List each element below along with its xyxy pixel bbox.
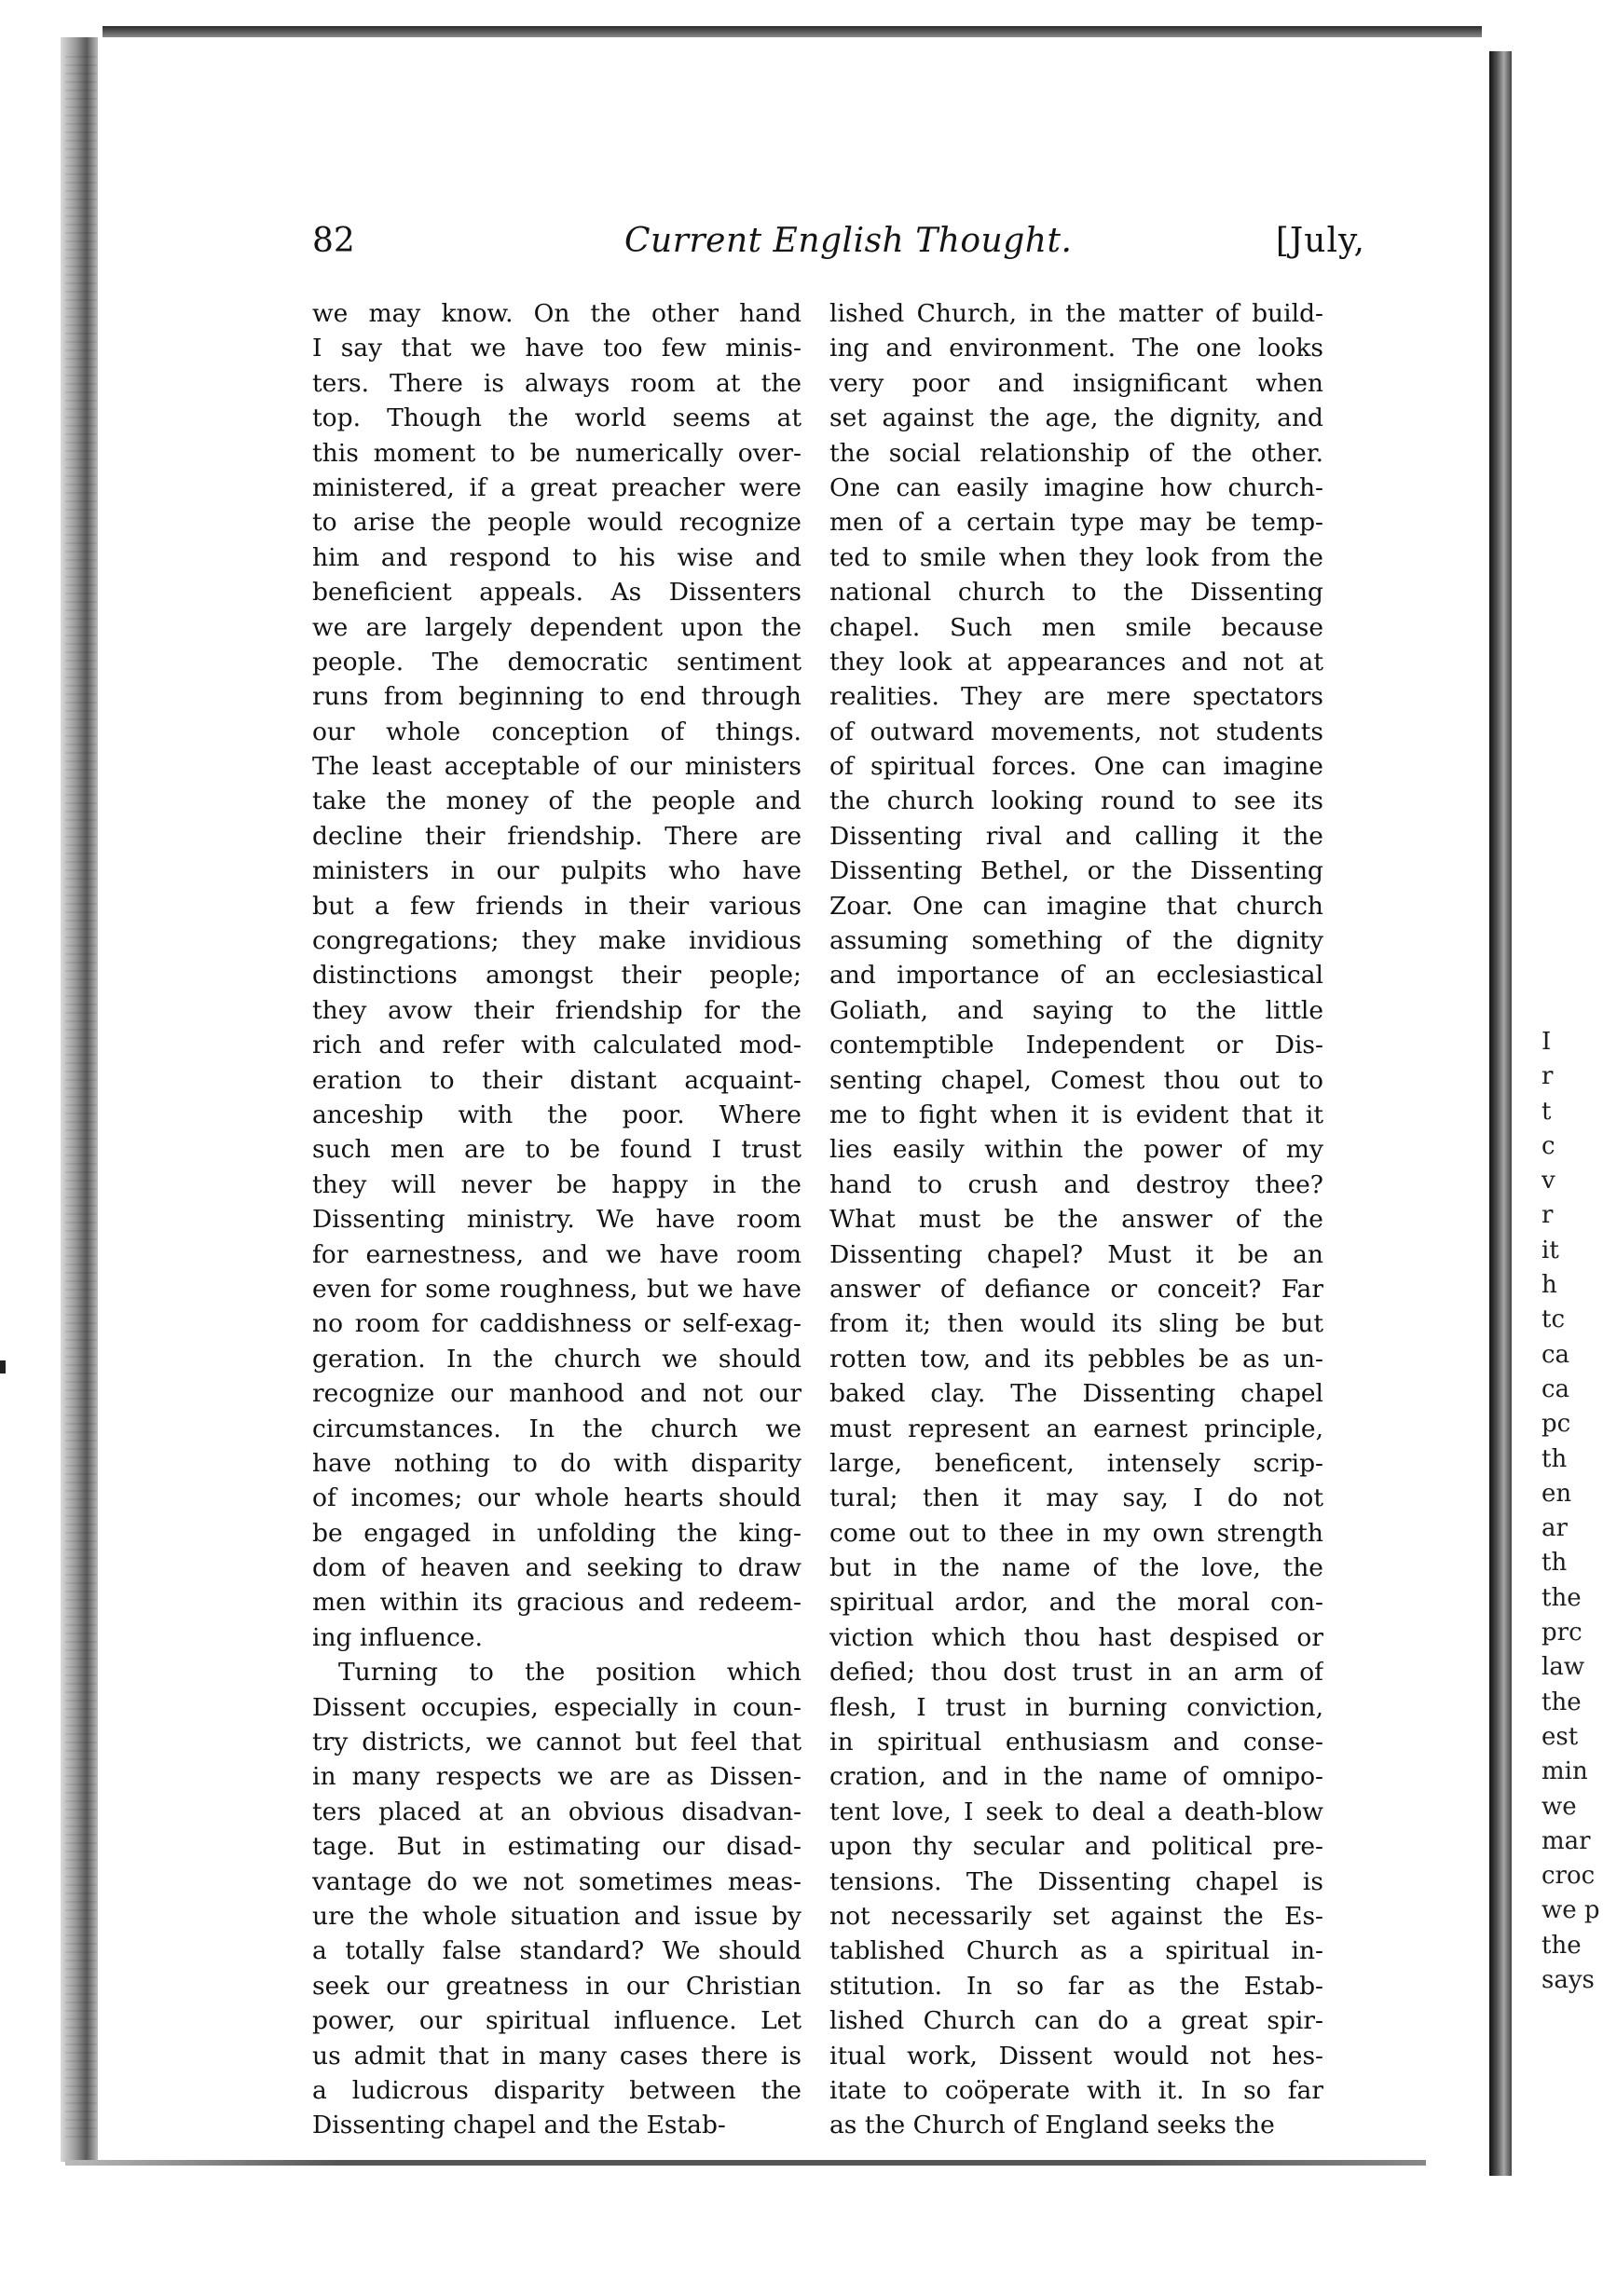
text-line: The least acceptable of our ministers <box>312 752 802 782</box>
text-line: tablished Church as a spiritual in- <box>829 1936 1323 1966</box>
text-line: people. The democratic sentiment <box>312 647 802 676</box>
text-line: the social relationship of the other. <box>829 438 1323 468</box>
scan-top-border <box>103 26 1482 37</box>
text-line: as the Church of England seeks the <box>829 2111 1275 2140</box>
right-text-column <box>829 296 1323 2143</box>
text-line: runs from beginning to end through <box>312 682 802 712</box>
text-line: hand to crush and destroy thee? <box>829 1169 1323 1199</box>
text-line: but a few friends in their various <box>312 891 802 921</box>
text-line: senting chapel, Comest thou out to <box>829 1065 1323 1095</box>
text-line: a ludicrous disparity between the <box>312 2075 802 2105</box>
text-line: contemptible Independent or Dis- <box>829 1031 1323 1060</box>
text-line: baked clay. The Dissenting chapel <box>829 1379 1323 1409</box>
facing-page-fragment: pc <box>1541 1410 1571 1439</box>
text-line: upon thy secular and political pre- <box>829 1832 1323 1862</box>
text-line: decline their friendship. There are <box>312 821 802 851</box>
text-line: rotten tow, and its pebbles be as un- <box>829 1344 1323 1374</box>
text-line: him and respond to his wise and <box>312 542 802 572</box>
text-line: come out to thee in my own strength <box>829 1518 1323 1548</box>
facing-page-fragment: tc <box>1541 1305 1566 1334</box>
facing-page-fragment: the <box>1541 1931 1582 1960</box>
text-line: anceship with the poor. Where <box>312 1100 802 1129</box>
text-line: for earnestness, and we have room <box>312 1239 802 1269</box>
text-line: we are largely dependent upon the <box>312 612 802 642</box>
text-line: cration, and in the name of omnipo- <box>829 1762 1323 1792</box>
text-line: us admit that in many cases there is <box>312 2041 802 2070</box>
text-line: stitution. In so far as the Estab- <box>829 1971 1323 2001</box>
text-line: not necessarily set against the Es- <box>829 1901 1323 1931</box>
text-line: itate to coöperate with it. In so far <box>829 2075 1323 2105</box>
text-line: spiritual ardor, and the moral con- <box>829 1588 1323 1618</box>
text-line: from it; then would its sling be but <box>829 1309 1323 1339</box>
facing-page-fragment: mar <box>1541 1826 1591 1855</box>
text-line: power, our spiritual influence. Let <box>312 2006 802 2036</box>
facing-page-fragment: t <box>1541 1097 1552 1126</box>
text-line: ure the whole situation and issue by <box>312 1901 802 1931</box>
facing-page-fragment: min <box>1541 1757 1588 1786</box>
text-line: dom of heaven and seeking to draw <box>312 1553 802 1583</box>
left-text-column <box>312 296 802 2143</box>
facing-page-fragment: v <box>1541 1167 1555 1196</box>
facing-page-fragment: we <box>1541 1792 1577 1821</box>
text-line: realities. They are mere spectators <box>829 682 1323 712</box>
facing-page-fragment: I <box>1541 1028 1552 1056</box>
facing-page-fragment: croc <box>1541 1862 1596 1891</box>
text-line: Dissent occupies, especially in coun- <box>312 1692 802 1722</box>
text-line: in spiritual enthusiasm and conse- <box>829 1728 1323 1757</box>
text-line: try districts, we cannot but feel that <box>312 1728 802 1757</box>
facing-page-fragment: c <box>1541 1131 1555 1160</box>
text-line: they avow their friendship for the <box>312 995 802 1025</box>
text-line: ters placed at an obvious disadvan- <box>312 1797 802 1826</box>
running-head <box>312 222 1365 268</box>
facing-page-fragment: r <box>1541 1062 1554 1091</box>
text-line: Goliath, and saying to the little <box>829 995 1323 1025</box>
text-line: men of a certain type may be temp- <box>829 508 1323 538</box>
text-line: itual work, Dissent would not hes- <box>829 2041 1323 2070</box>
book-spine-shadow <box>1489 51 1512 2176</box>
text-line: very poor and insignificant when <box>829 368 1323 398</box>
facing-page-fragment: h <box>1541 1271 1557 1300</box>
text-line: set against the age, the dignity, and <box>829 403 1323 433</box>
bottom-page-edge <box>65 2160 1426 2166</box>
text-line: assuming something of the dignity <box>829 926 1323 956</box>
facing-page-fragment: ar <box>1541 1514 1568 1543</box>
text-line: answer of defiance or conceit? Far <box>829 1274 1323 1304</box>
text-line: me to fight when it is evident that it <box>829 1100 1323 1129</box>
text-line: I say that we have too few minis- <box>312 334 802 363</box>
facing-page-fragment: th <box>1541 1549 1568 1578</box>
text-line: ters. There is always room at the <box>312 368 802 398</box>
text-line: have nothing to do with disparity <box>312 1448 802 1478</box>
text-line: lished Church, in the matter of build- <box>829 299 1323 328</box>
facing-page-fragment: ca <box>1541 1340 1570 1369</box>
text-line: a totally false standard? We should <box>312 1936 802 1966</box>
text-line: national church to the Dissenting <box>829 578 1323 608</box>
text-line: rich and refer with calculated mod- <box>312 1031 802 1060</box>
text-line: but in the name of the love, the <box>829 1553 1323 1583</box>
text-line: ministers in our pulpits who have <box>312 856 802 886</box>
text-line: geration. In the church we should <box>312 1344 802 1374</box>
text-line: tural; then it may say, I do not <box>829 1483 1323 1513</box>
facing-page-fragment: we p <box>1541 1896 1600 1925</box>
text-line: recognize our manhood and not our <box>312 1379 802 1409</box>
text-line: this moment to be numerically over- <box>312 438 802 468</box>
text-line: lies easily within the power of my <box>829 1135 1323 1165</box>
text-line: tent love, I seek to deal a death-blow <box>829 1797 1323 1826</box>
text-line: the church looking round to see its <box>829 786 1323 816</box>
facing-page-fragment: the <box>1541 1583 1582 1612</box>
facing-page-fragment: en <box>1541 1479 1572 1508</box>
facing-page-fragment: the <box>1541 1688 1582 1716</box>
text-line: ing influence. <box>312 1622 483 1652</box>
text-line: Zoar. One can imagine that church <box>829 891 1323 921</box>
text-line: One can easily imagine how church- <box>829 472 1323 502</box>
text-line: and importance of an ecclesiastical <box>829 961 1323 991</box>
text-line: eration to their distant acquaint- <box>312 1065 802 1095</box>
text-line: chapel. Such men smile because <box>829 612 1323 642</box>
text-line: Dissenting chapel and the Estab- <box>312 2111 726 2140</box>
text-line: Turning to the position which <box>338 1658 802 1688</box>
running-date: [July, <box>1275 222 1365 260</box>
text-line: men within its gracious and redeem- <box>312 1588 802 1618</box>
text-line: defied; thou dost trust in an arm of <box>829 1658 1323 1688</box>
text-line: lished Church can do a great spir- <box>829 2006 1323 2036</box>
text-line: flesh, I trust in burning conviction, <box>829 1692 1323 1722</box>
page-number: 82 <box>312 222 355 260</box>
text-line: they look at appearances and not at <box>829 647 1323 676</box>
left-page-edge-texture <box>65 56 97 2143</box>
text-line: they will never be happy in the <box>312 1169 802 1199</box>
text-line: viction which thou hast despised or <box>829 1622 1323 1652</box>
facing-page-fragment: est <box>1541 1722 1579 1751</box>
text-line: seek our greatness in our Christian <box>312 1971 802 2001</box>
text-line: beneficient appeals. As Dissenters <box>312 578 802 608</box>
text-line: of incomes; our whole hearts should <box>312 1483 802 1513</box>
text-line: even for some roughness, but we have <box>312 1274 802 1304</box>
text-line: Dissenting Bethel, or the Dissenting <box>829 856 1323 886</box>
text-line: What must be the answer of the <box>829 1205 1323 1235</box>
text-line: vantage do we not sometimes meas- <box>312 1866 802 1896</box>
facing-page-fragment: th <box>1541 1444 1568 1473</box>
text-line: we may know. On the other hand <box>312 299 802 328</box>
text-line: large, beneficent, intensely scrip- <box>829 1448 1323 1478</box>
text-line: in many respects we are as Dissen- <box>312 1762 802 1792</box>
facing-page-fragment: ca <box>1541 1374 1570 1403</box>
facing-page-text-fragments <box>1541 1025 1603 1998</box>
text-line: must represent an earnest principle, <box>829 1414 1323 1443</box>
text-line: congregations; they make invidious <box>312 926 802 956</box>
text-line: distinctions amongst their people; <box>312 961 802 991</box>
text-line: our whole conception of things. <box>312 717 802 746</box>
text-line: ing and environment. The one looks <box>829 334 1323 363</box>
text-line: tensions. The Dissenting chapel is <box>829 1866 1323 1896</box>
facing-page-fragment: prc <box>1541 1619 1582 1647</box>
text-line: ministered, if a great preacher were <box>312 472 802 502</box>
text-line: Dissenting ministry. We have room <box>312 1205 802 1235</box>
text-line: be engaged in unfolding the king- <box>312 1518 802 1548</box>
text-line: no room for caddishness or self-exag- <box>312 1309 802 1339</box>
running-title: Current English Thought. <box>624 222 1073 260</box>
text-line: circumstances. In the church we <box>312 1414 802 1443</box>
text-line: such men are to be found I trust <box>312 1135 802 1165</box>
scan-speck <box>0 1360 6 1374</box>
facing-page-fragment: says <box>1541 1966 1595 1995</box>
facing-page-fragment: law <box>1541 1653 1585 1682</box>
facing-page-fragment: r <box>1541 1201 1554 1230</box>
text-line: Dissenting chapel? Must it be an <box>829 1239 1323 1269</box>
text-line: tage. But in estimating our disad- <box>312 1832 802 1862</box>
text-line: take the money of the people and <box>312 786 802 816</box>
text-line: of outward movements, not students <box>829 717 1323 746</box>
text-line: to arise the people would recognize <box>312 508 802 538</box>
text-line: top. Though the world seems at <box>312 403 802 433</box>
facing-page-fragment: it <box>1541 1236 1559 1264</box>
text-line: ted to smile when they look from the <box>829 542 1323 572</box>
text-line: of spiritual forces. One can imagine <box>829 752 1323 782</box>
text-line: Dissenting rival and calling it the <box>829 821 1323 851</box>
